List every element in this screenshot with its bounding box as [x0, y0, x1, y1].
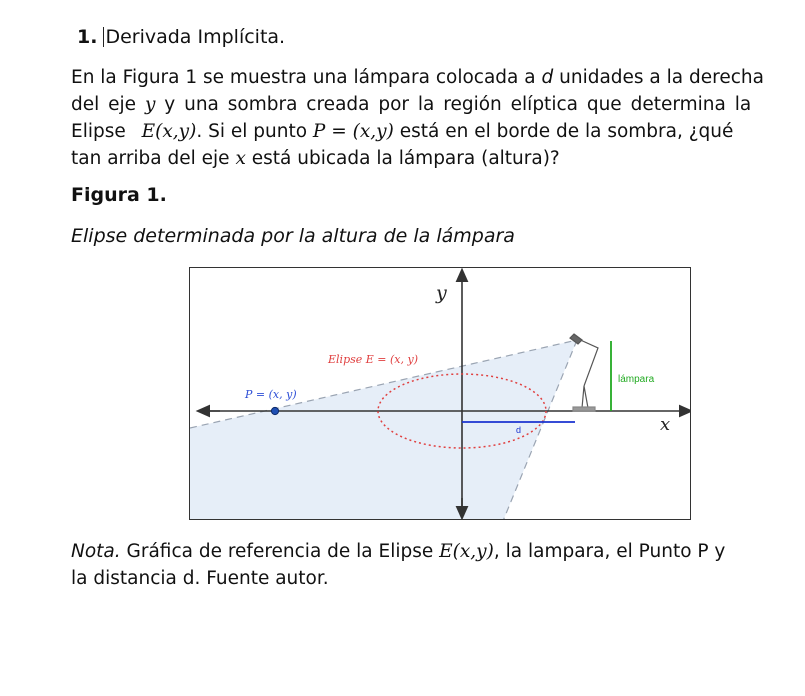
exercise-number: 1.: [77, 26, 98, 48]
note-line-1: Nota. Gráfica de referencia de la Elipse E(x,y), la lampara, el Punto P y: [71, 541, 726, 562]
statement-line-4: tan arriba del eje x está ubicada la lámpara (altura)?: [71, 148, 560, 169]
point-p: [271, 407, 278, 414]
figure-note: [71, 538, 791, 592]
x-axis-label: x: [660, 414, 671, 435]
figure-label: Figura 1.: [71, 184, 167, 206]
lamp-label: lámpara: [618, 374, 655, 385]
note-line-2: la distancia d. Fuente autor.: [71, 568, 329, 589]
statement-line-3: Elipse E(x,y). Si el punto P = (x,y) está en el borde de la sombra, ¿qué: [71, 121, 734, 142]
problem-statement: [71, 64, 805, 172]
distance-label: d: [516, 425, 522, 435]
y-axis-label: y: [436, 282, 447, 304]
statement-line-2: del eje y y una sombra creada por la región elíptica que determina la: [71, 94, 752, 115]
statement-line-1: En la Figura 1 se muestra una lámpara colocada a d unidades a la derecha: [71, 67, 764, 88]
ellipse-label: Elipse E = (x, y): [328, 353, 418, 366]
exercise-title: Derivada Implícita.: [105, 26, 286, 48]
figure-title: Elipse determinada por la altura de la lámpara: [71, 225, 515, 247]
diagram-svg: [190, 268, 691, 520]
figure-diagram: [189, 267, 691, 520]
point-label: P = (x, y): [245, 388, 297, 401]
exercise-heading: [77, 26, 285, 48]
note-label: Nota.: [71, 541, 121, 562]
